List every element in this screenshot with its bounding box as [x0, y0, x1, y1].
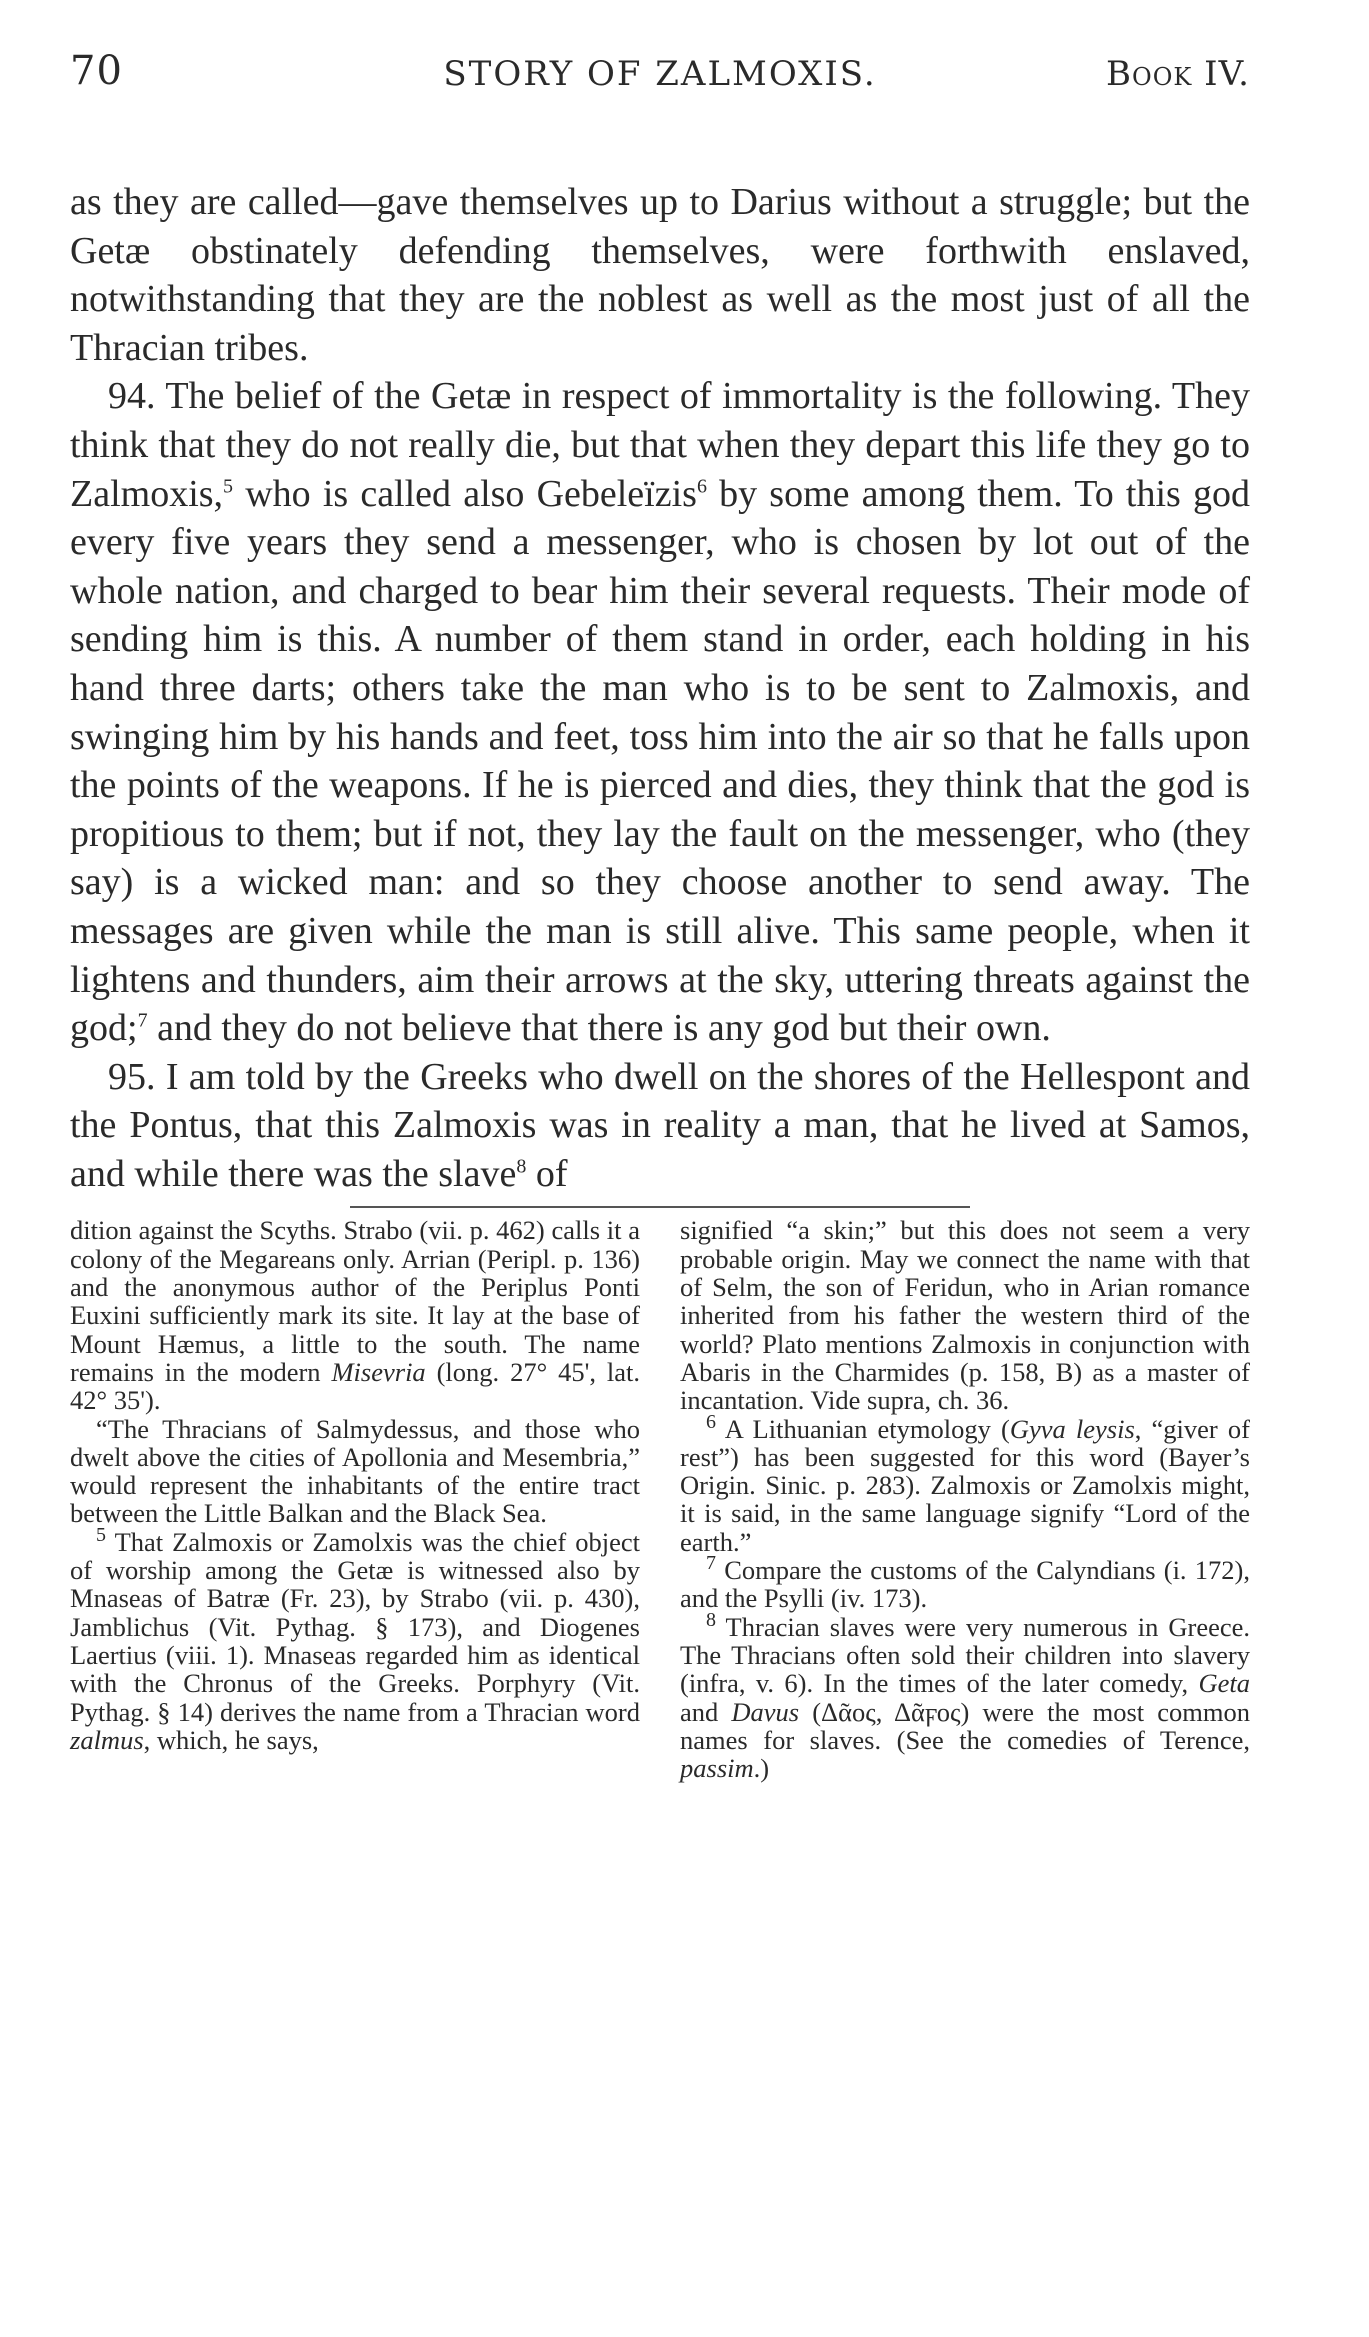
main-text [70, 178, 1250, 1198]
paragraph-continuation: as they are called—gave themselves up to Darius without a struggle; but the Getæ obstinately defending themselves, were forthwith enslaved, notwithstanding that they are the noblest as well as the most just of all the Thracian tribes. [70, 181, 1250, 369]
footnote-text: Compare the customs of the Calyndians (i. 172), and the Psylli (iv. 173). [680, 1555, 1250, 1614]
footnote-7 [680, 1552, 1250, 1614]
footnote-text: and [680, 1696, 732, 1727]
footnote-quote: “The Thracians of Salmydessus, and those who dwelt above the cities of Apollonia and Mesembria,” would represent the inhabitants of the entire tract between the Little Balkan and the Black Sea. [70, 1413, 640, 1529]
footnotes-right-column [680, 1216, 1250, 1782]
book-word: Book [1106, 54, 1193, 94]
footnote-italic: passim [680, 1753, 754, 1784]
footnote-italic: Geta [1198, 1668, 1250, 1699]
footnote-text: , which, he says, [143, 1724, 319, 1755]
footnote-continuation [70, 1216, 640, 1414]
book-page [70, 40, 1250, 1782]
footnote-italic: Davus [731, 1696, 800, 1727]
footnote-ref-7: 7 [137, 1009, 148, 1032]
footnote-ref-5: 5 [223, 474, 234, 497]
footnote-5 [70, 1523, 640, 1755]
paragraph-94-part-c: by some among them. To this god every five years they send a messenger, who is chosen by lot out of the whole nation, and charged to bear him their several requests. Their mode of sending him is this. A number of them stand in order, each holding in his hand three darts; others take the man who is to be sent to Zalmoxis, and swinging him by his hands and feet, toss him into the air so that he falls upon the points of the weapons. If he is pierced and dies, they think that the god is propitious to them; but if not, they lay the fault on the messenger, who (they say) is a wicked man: and so they choose another to send away. The messages are given while the man is still alive. This same people, when it lightens and thunders, aim their arrows at the sky, uttering threats against the god; [70, 472, 1250, 1050]
footnote-mark-5: 5 [96, 1523, 106, 1546]
paragraph-95-part-a: 95. I am told by the Greeks who dwell on the shores of the Hellespont and the Pontus, that this Zalmoxis was in reality a man, that he lived at Samos, and while there was the slave [70, 1055, 1250, 1195]
paragraph-94-part-a: 94. The belief of the Getæ in respect of immortality is the following. They think that they do not really die, but that when they depart this life they go to Zalmoxis, [70, 375, 1250, 515]
footnote-text: (long. 27° 45', lat. 42° 35'). [70, 1356, 641, 1416]
footnote-6 [680, 1410, 1250, 1557]
footnote-text: dition against the Scyths. Strabo (vii. p. 462) calls it a colony of the Megareans only. Arrian (Peripl. p. 136) and the anonymous author of the Periplus Ponti Euxini sufficiently mark its site. It lay at the base of Mount Hæmus, a little to the south. The name remains in the modern [70, 1215, 640, 1387]
footnote-text: (Δᾶος, Δᾶϝος) were the most common names for slaves. (See the comedies of Terence, [680, 1696, 1250, 1755]
paragraph-95-part-b: of [526, 1152, 568, 1195]
running-header [70, 40, 1250, 100]
book-label [1106, 54, 1250, 94]
footnote-text: , “giver of rest”) has been suggested for this word (Bayer’s Origin. Sinic. p. 283). Zalmoxis or Zamolxis might, it is said, in the same language signify “Lord of the earth.” [680, 1413, 1250, 1557]
footnote-mark-6: 6 [706, 1410, 716, 1433]
page-number: 70 [70, 48, 123, 94]
footnote-ref-6: 6 [696, 474, 707, 497]
paragraph-95 [70, 1053, 1250, 1199]
footnote-8 [680, 1608, 1250, 1784]
running-title: STORY OF ZALMOXIS. [443, 54, 877, 94]
footnote-mark-7: 7 [706, 1552, 716, 1575]
footnote-text: Thracian slaves were very numerous in Greece. The Thracians often sold their children into slavery (infra, v. 6). In the times of the later comedy, [680, 1611, 1250, 1699]
footnote-divider [350, 1206, 970, 1208]
footnote-italic: Misevria [331, 1356, 426, 1387]
footnote-mark-8: 8 [706, 1608, 716, 1631]
footnote-ref-8: 8 [516, 1155, 527, 1178]
footnote-text: That Zalmoxis or Zamolxis was the chief object of worship among the Getæ is witnessed also by Mnaseas of Batræ (Fr. 23), by Strabo (vii. p. 430), Jamblichus (Vit. Pythag. § 173), and Diogenes Laertius (viii. 1). Mnaseas regarded him as identical with the Chronus of the Greeks. Porphyry (Vit. Pythag. § 14) derives the name from a Thracian word [70, 1526, 640, 1727]
book-number: IV. [1204, 54, 1250, 94]
paragraph-94 [70, 372, 1250, 1052]
paragraph-94-part-b: who is called also Gebeleïzis [233, 472, 697, 515]
footnote-italic: zalmus [70, 1724, 144, 1755]
footnote-text: .) [753, 1753, 770, 1784]
footnotes [70, 1216, 1250, 1782]
footnote-5-continuation: signified “a skin;” but this does not seem a very probable origin. May we connect the name with that of Selm, the son of Feridun, who in Arian romance inherited from his father the western third of the world? Plato mentions Zalmoxis in conjunction with Abaris in the Charmides (p. 158, B) as a master of incantation. Vide supra, ch. 36. [680, 1215, 1250, 1416]
footnote-italic: Gyva leysis [1009, 1413, 1135, 1444]
paragraph-94-part-d: and they do not believe that there is any god but their own. [147, 1007, 1051, 1050]
footnote-text: A Lithuanian etymology ( [716, 1413, 1010, 1444]
footnotes-left-column [70, 1216, 640, 1782]
